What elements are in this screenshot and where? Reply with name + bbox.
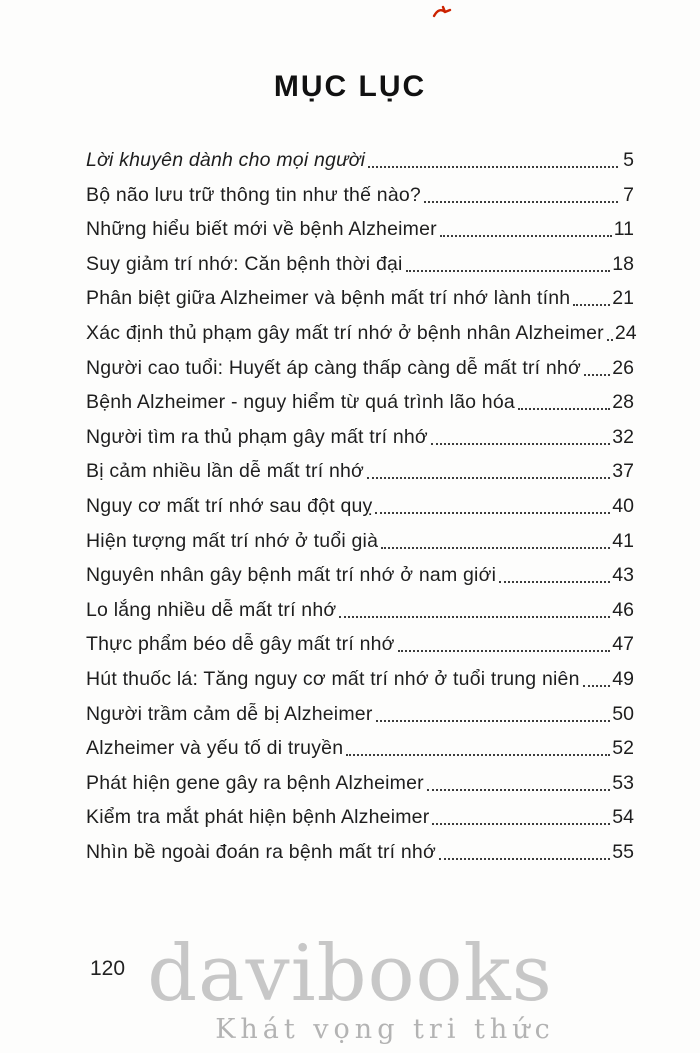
watermark-tagline: Khát vọng tri thức <box>215 1014 555 1045</box>
toc-entry-label: Nhìn bề ngoài đoán ra bệnh mất trí nhớ <box>86 840 436 863</box>
toc-leader-dots <box>583 685 611 687</box>
toc-entry <box>86 185 634 206</box>
toc-entry-label: Xác định thủ phạm gây mất trí nhớ ở bệnh nhân Alzheimer <box>86 321 604 344</box>
toc-entry-label: Người cao tuổi: Huyết áp càng thấp càng dễ mất trí nhớ <box>86 356 581 379</box>
toc-entry-page: 28 <box>612 391 634 414</box>
toc-entry-label: Người trầm cảm dễ bị Alzheimer <box>86 702 373 725</box>
toc-entry <box>86 565 634 586</box>
toc-entry-label: Bộ não lưu trữ thông tin như thế nào? <box>86 183 421 206</box>
toc-entry <box>86 288 634 309</box>
folio-page-number: 120 <box>90 957 126 980</box>
toc-entry <box>86 496 634 517</box>
toc-entry-label: Kiểm tra mắt phát hiện bệnh Alzheimer <box>86 806 430 829</box>
toc-entry-page: 47 <box>612 633 634 656</box>
toc-entry <box>86 807 634 828</box>
toc-leader-dots <box>431 443 610 445</box>
toc-entry <box>86 321 637 344</box>
toc-entry-page: 21 <box>612 287 634 310</box>
toc-entry-label: Nguy cơ mất trí nhớ sau đột quỵ <box>86 494 373 517</box>
toc-leader-dots <box>427 789 610 791</box>
toc-leader-dots <box>381 547 610 549</box>
toc-entry-page: 43 <box>612 564 634 587</box>
toc-entry-page: 7 <box>623 183 634 206</box>
toc-entry-page: 26 <box>612 356 634 379</box>
toc-entry <box>86 254 634 275</box>
toc-entry-label: Alzheimer và yếu tố di truyền <box>86 737 344 760</box>
toc-leader-dots <box>398 650 611 652</box>
watermark-brand: davibooks <box>147 929 553 1019</box>
toc-entry <box>86 773 634 794</box>
toc-entry <box>86 669 634 690</box>
toc-entry <box>86 704 634 725</box>
toc-entry-label: Suy giảm trí nhớ: Căn bệnh thời đại <box>86 252 403 275</box>
toc-entry-label: Bệnh Alzheimer - nguy hiểm từ quá trình lão hóa <box>86 391 515 414</box>
toc-leader-dots <box>368 166 618 168</box>
toc-entry-label: Phân biệt giữa Alzheimer và bệnh mất trí nhớ lành tính <box>86 287 571 310</box>
toc-leader-dots <box>346 754 610 756</box>
toc-leader-dots <box>607 339 613 341</box>
toc-entry <box>86 738 634 759</box>
toc-entry <box>86 842 634 863</box>
toc-entry-page: 50 <box>612 702 634 725</box>
toc-entry-page: 46 <box>612 598 634 621</box>
toc-entry-label: Hiện tượng mất trí nhớ ở tuổi già <box>86 529 379 552</box>
toc-leader-dots <box>518 408 610 410</box>
toc-entry-label: Nguyên nhân gây bệnh mất trí nhớ ở nam giới <box>86 564 497 587</box>
toc-entry-label: Bị cảm nhiều lần dễ mất trí nhớ <box>86 460 365 483</box>
toc-leader-dots <box>375 512 610 514</box>
toc-leader-dots <box>499 581 610 583</box>
toc-entry-page: 11 <box>613 218 634 241</box>
toc-entry-label: Người tìm ra thủ phạm gây mất trí nhớ <box>86 425 428 448</box>
toc-entry-page: 41 <box>612 529 634 552</box>
toc-leader-dots <box>584 374 610 376</box>
toc-leader-dots <box>367 477 610 479</box>
toc-entry-label: Những hiểu biết mới về bệnh Alzheimer <box>86 218 437 241</box>
toc-entry-label: Phát hiện gene gây ra bệnh Alzheimer <box>86 771 424 794</box>
toc-entry-page: 55 <box>612 840 634 863</box>
watermark <box>0 929 700 1047</box>
toc-leader-dots <box>432 823 610 825</box>
toc-entry-label: Lo lắng nhiều dễ mất trí nhớ <box>86 598 337 621</box>
toc-entry <box>86 531 634 552</box>
toc-entry-label: Hút thuốc lá: Tăng nguy cơ mất trí nhớ ở tuổi trung niên <box>86 667 580 690</box>
toc-entry-label: Lời khuyên dành cho mọi người <box>86 149 366 171</box>
toc-leader-dots <box>439 858 610 860</box>
toc-entry <box>86 219 634 240</box>
toc-entry-page: 54 <box>612 806 634 829</box>
toc-leader-dots <box>424 201 618 203</box>
toc-entry <box>86 427 634 448</box>
toc-entry-page: 53 <box>612 771 634 794</box>
toc-leader-dots <box>440 235 612 237</box>
toc-entry <box>86 392 634 413</box>
toc-entry-page: 49 <box>612 667 634 690</box>
toc-entry-page: 32 <box>612 425 634 448</box>
toc-leader-dots <box>339 616 610 618</box>
page-title: MỤC LỤC <box>273 70 427 103</box>
toc-entry-page: 40 <box>612 494 634 517</box>
toc-entry <box>86 600 634 621</box>
toc-leader-dots <box>376 720 611 722</box>
toc-entry-page: 18 <box>612 252 634 275</box>
toc-entry <box>86 358 634 379</box>
toc-entry-page: 37 <box>612 460 634 483</box>
toc-entry-page: 24 <box>614 321 637 344</box>
toc-entry <box>86 634 634 655</box>
toc-entry <box>86 461 634 482</box>
toc-entry-label: Thực phẩm béo dễ gây mất trí nhớ <box>86 633 395 656</box>
toc-entry <box>86 150 634 171</box>
toc-leader-dots <box>406 270 611 272</box>
toc-leader-dots <box>573 304 610 306</box>
toc-entry-page: 5 <box>623 149 634 171</box>
toc-list <box>86 149 637 863</box>
toc-entry-page: 52 <box>612 737 634 760</box>
red-ink-mark-icon <box>432 4 454 20</box>
